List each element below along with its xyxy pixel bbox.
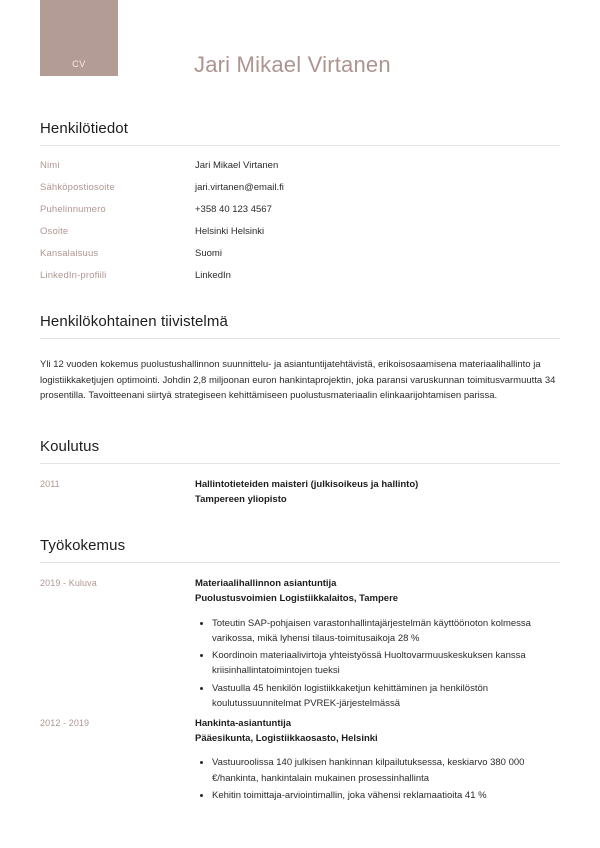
info-value-linkedin[interactable]: LinkedIn (195, 270, 231, 281)
entry-bullet-list (195, 616, 560, 711)
list-item (40, 478, 560, 507)
cv-badge-label: CV (72, 59, 86, 69)
cv-badge (40, 0, 118, 76)
list-item (40, 204, 560, 215)
section-summary (40, 313, 560, 404)
entry-main (195, 478, 560, 507)
list-item (40, 717, 560, 805)
section-title-education: Koulutus (40, 438, 100, 456)
section-title-work-experience: Työkokemus (40, 537, 126, 555)
section-work-experience (40, 537, 560, 805)
list-item: • Vastuulla 45 henkilön logistiikkaketjun kehittäminen ja henkilöstön koulutussuunnitelmat PVREK-järjestelmässä (212, 681, 560, 711)
info-value-email: jari.virtanen@email.fi (195, 182, 284, 193)
work-entry-list (40, 577, 560, 805)
list-item: • Koordinoin materiaalivirtoja yhteistyössä Huoltovarmuuskeskuksen kanssa kriisinhallintatoimintojen tueksi (212, 648, 560, 678)
info-value-nationality: Suomi (195, 248, 222, 259)
list-item (40, 577, 560, 713)
summary-body-text: Yli 12 vuoden kokemus puolustushallinnon suunnittelu- ja asiantuntijatehtävistä, erikoisosaamisena materiaalihallinto ja logistiikkaketjujen optimointi. Johdin 2,8 miljoonan euron hankintaprojektin, joka paransi varuskunnan toimitusvarmuutta 34 prosentilla. Tavoitteenani siirtyä strategiseen kehittämiseen puolustusmateriaalin elinkaarijohtamisen parissa. (40, 359, 556, 402)
section-title-summary: Henkilökohtainen tiivistelmä (40, 313, 228, 330)
section-divider (40, 338, 560, 339)
info-label-phone: Puhelinnumero (40, 204, 106, 215)
entry-period: 2011 (40, 479, 60, 490)
entry-degree-title: Hallintotieteiden maisteri (julkisoikeus ja hallinto) (195, 479, 419, 491)
list-item: • Kehitin toimittaja-arviointimallin, joka vähensi reklamaatioita 41 % (212, 788, 560, 803)
info-label-linkedin: LinkedIn-profiili (40, 270, 107, 281)
entry-bullet-list (195, 755, 560, 803)
section-education (40, 438, 560, 507)
cv-header (0, 0, 600, 100)
entry-employer: Pääesikunta, Logistiikkaosasto, Helsinki (195, 732, 378, 744)
page-title: Jari Mikael Virtanen (194, 52, 391, 77)
entry-main (195, 577, 560, 713)
info-label-nationality: Kansalaisuus (40, 248, 99, 259)
entry-job-title: Hankinta-asiantuntija (195, 718, 292, 730)
entry-employer: Puolustusvoimien Logistiikkalaitos, Tampere (195, 593, 399, 605)
info-value-nimi: Jari Mikael Virtanen (195, 160, 279, 171)
list-item: • Toteutin SAP-pohjaisen varastonhallintajärjestelmän käyttöönoton kolmessa varikossa, mikä lyhensi tilaus-toimitusaikoja 28 % (212, 616, 560, 646)
section-divider (40, 145, 560, 146)
list-item (40, 248, 560, 259)
education-entry-list (40, 478, 560, 507)
section-divider (40, 463, 560, 464)
entry-institution: Tampereen yliopisto (195, 493, 287, 505)
info-label-address: Osoite (40, 226, 69, 237)
info-value-phone: +358 40 123 4567 (195, 204, 272, 215)
list-item (40, 182, 560, 193)
info-value-address: Helsinki Helsinki (195, 226, 265, 237)
personal-info-list (40, 160, 560, 281)
entry-period: 2012 - 2019 (40, 718, 90, 729)
info-label-nimi: Nimi (40, 160, 60, 171)
list-item (40, 226, 560, 237)
entry-period: 2019 - Kuluva (40, 578, 97, 589)
section-title-personal-info: Henkilötiedot (40, 120, 129, 137)
list-item: • Vastuuroolissa 140 julkisen hankinnan kilpailutuksessa, keskiarvo 380 000 €/hankinta, hankintalain mukainen prosessinhallinta (212, 755, 560, 785)
entry-job-title: Materiaalihallinnon asiantuntija (195, 578, 337, 590)
list-item (40, 160, 560, 171)
section-personal-info (40, 120, 560, 281)
info-label-email: Sähköpostiosoite (40, 182, 115, 193)
section-divider (40, 562, 560, 563)
entry-main (195, 717, 560, 805)
list-item (40, 270, 560, 281)
